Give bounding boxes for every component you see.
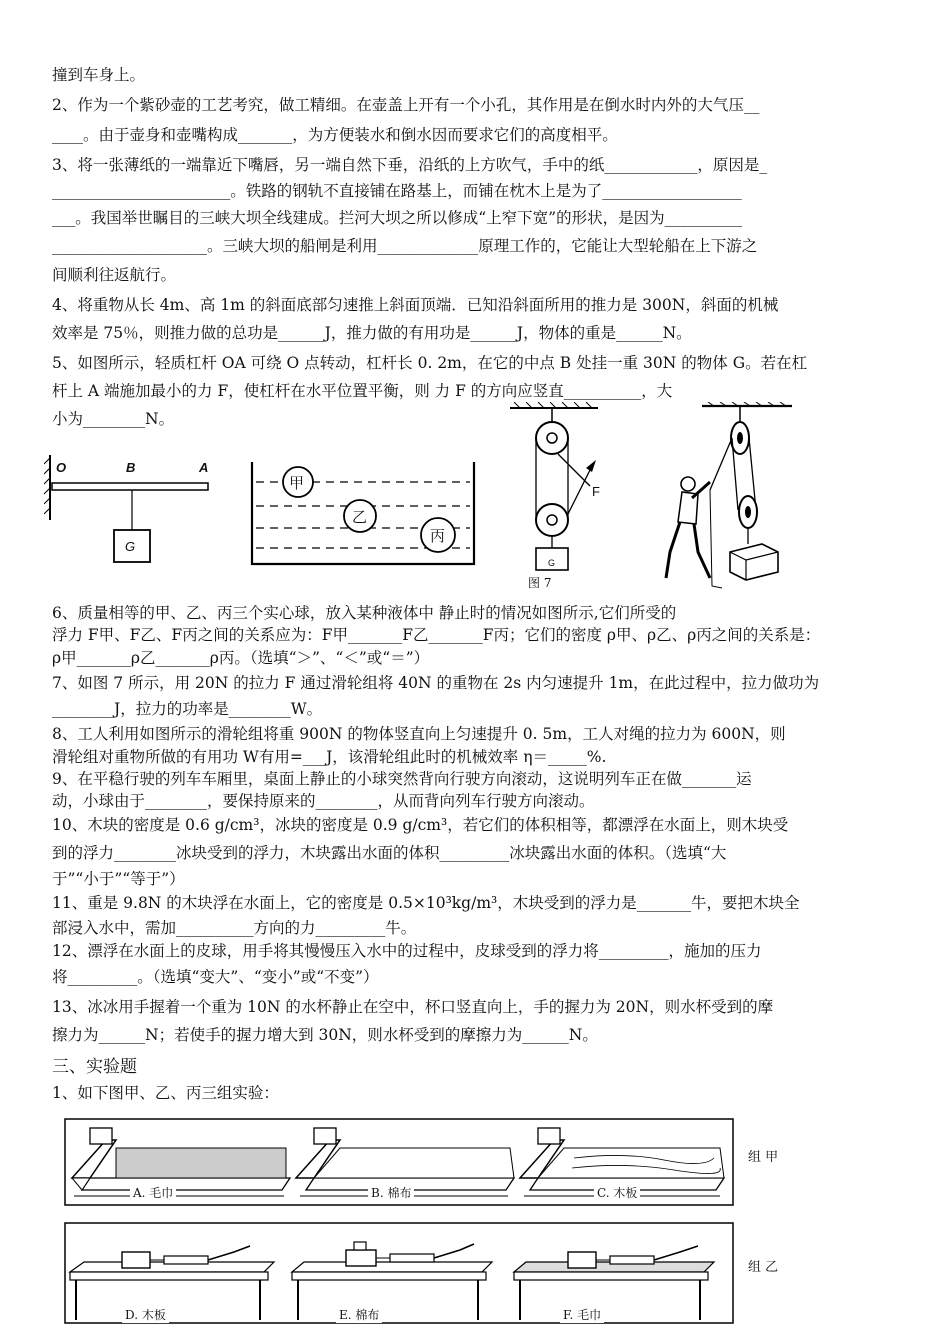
pulley-label-f: F xyxy=(592,484,600,499)
group-b-item-d: D. 木板 xyxy=(122,1306,169,1323)
text-line: ___。我国举世瞩目的三峡大坝全线建成。拦河大坝之所以修成“上窄下宽”的形状，是因为__________ xyxy=(52,209,743,227)
text-line: 6、质量相等的甲、乙、丙三个实心球，放入某种液体中 静止时的情况如图所示,它们所受的 xyxy=(52,604,677,622)
experiment-intro: 1、如下图甲、乙、丙三组实验： xyxy=(52,1084,279,1102)
text-line: 于”“小于”“等于”） xyxy=(52,870,185,888)
lever-label-b: B xyxy=(126,460,136,475)
lever-figure xyxy=(44,450,214,570)
group-a-label: 组 甲 xyxy=(748,1150,779,1165)
text-line: 撞到车身上。 xyxy=(52,66,146,84)
pulley-figure xyxy=(508,402,608,592)
group-a-item-c: C. 木板 xyxy=(594,1184,640,1201)
text-line: 8、工人利用如图所示的滑轮组将重 900N 的物体竖直向上匀速提升 0. 5m，工人对绳的拉力为 600N，则 xyxy=(52,725,786,743)
experiment-group-a xyxy=(64,1118,734,1206)
section-title: 三、实验题 xyxy=(52,1057,137,1077)
group-a-item-b: B. 棉布 xyxy=(368,1184,414,1201)
worker-pulley-figure xyxy=(652,402,792,594)
text-line: 11、重是 9.8N 的木块浮在水面上，它的密度是 0.5×10³kg/m³，木块受到的浮力是_______牛，要把木块全 xyxy=(52,894,800,912)
lever-label-g: G xyxy=(125,539,136,554)
text-line: 擦力为______N；若使手的握力增大到 30N，则水杯受到的摩擦力为______N。 xyxy=(52,1026,598,1044)
text-line: 动，小球由于________，要保持原来的________，从而背向列车行驶方向滚动。 xyxy=(52,792,595,810)
text-line: ____。由于壶身和壶嘴构成_______，为方便装水和倒水因而要求它们的高度相平。 xyxy=(52,126,618,144)
text-line: 效率是 75％，则推力做的总功是______J，推力做的有用功是______J，物体的重是______N。 xyxy=(52,324,692,342)
text-line: 7、如图 7 所示，用 20N 的拉力 F 通过滑轮组将 40N 的重物在 2s 内匀速提升 1m，在此过程中，拉力做功为 xyxy=(52,674,820,692)
text-line: 杆上 A 端施加最小的力 F，使杠杆在水平位置平衡，则 力 F 的方向应竖直__________，大 xyxy=(52,382,673,400)
text-line: 4、将重物从长 4m、高 1m 的斜面底部匀速推上斜面顶端．已知沿斜面所用的推力是 300N，斜面的机械 xyxy=(52,296,779,314)
lever-label-a: A xyxy=(199,460,209,475)
balls-figure xyxy=(248,458,480,570)
text-line: 10、木块的密度是 0.6 g/cm³，冰块的密度是 0.9 g/cm³，若它们的体积相等，都漂浮在水面上，则木块受 xyxy=(52,816,789,834)
text-line: 部浸入水中，需加__________方向的力_________牛。 xyxy=(52,919,417,937)
group-b-item-f: F. 毛巾 xyxy=(560,1306,604,1323)
group-b-label: 组 乙 xyxy=(748,1260,779,1275)
text-line: 5、如图所示，轻质杠杆 OA 可绕 O 点转动，杠杆长 0. 2m，在它的中点 B 处挂一重 30N 的物体 G。若在杠 xyxy=(52,354,808,372)
pulley-label-g: G xyxy=(548,558,556,568)
ball-label-yi: 乙 xyxy=(352,508,368,526)
experiment-group-b xyxy=(64,1222,734,1326)
worker-diagram xyxy=(652,402,792,594)
text-line: 13、冰冰用手握着一个重为 10N 的水杯静止在空中，杯口竖直向上，手的握力为 20N，则水杯受到的摩 xyxy=(52,998,774,1016)
group-a-item-a: A. 毛巾 xyxy=(130,1184,176,1201)
text-line: ________J，拉力的功率是________W。 xyxy=(52,700,323,718)
text-line: ____________________。三峡大坝的船闸是利用_____________原理工作的，它能让大型轮船在上下游之 xyxy=(52,237,758,255)
pulley-caption: 图 7 xyxy=(528,576,552,590)
text-line: ρ甲_______ρ乙_______ρ丙。（选填“＞”、“＜”或“＝”） xyxy=(52,649,430,667)
text-line: 12、漂浮在水面上的皮球，用手将其慢慢压入水中的过程中，皮球受到的浮力将_________，施加的压力 xyxy=(52,942,762,960)
text-line: 到的浮力________冰块受到的浮力，木块露出水面的体积_________冰块露出水面的体积。（选填“大 xyxy=(52,844,727,862)
ball-label-jia: 甲 xyxy=(289,474,305,492)
text-line: 浮力 F甲、F乙、F丙之间的关系应为：F甲_______F乙_______F丙；它们的密度 ρ甲、ρ乙、ρ丙之间的关系是： xyxy=(52,626,821,644)
text-line: 将_________。（选填“变大”、“变小”或“不变”） xyxy=(52,968,379,986)
text-line: 间顺利往返航行。 xyxy=(52,266,177,284)
text-line: 2、作为一个紫砂壶的工艺考究，做工精细。在壶盖上开有一个小孔，其作用是在倒水时内外的大气压__ xyxy=(52,96,760,114)
ball-label-bing: 丙 xyxy=(430,527,446,545)
text-line: _______________________。铁路的钢轨不直接铺在路基上，而铺在枕木上是为了__________________ xyxy=(52,182,742,200)
text-line: 9、在平稳行驶的列车车厢里，桌面上静止的小球突然背向行驶方向滚动，这说明列车正在做_______运 xyxy=(52,770,752,788)
text-line: 3、将一张薄纸的一端靠近下嘴唇，另一端自然下垂，沿纸的上方吹气，手中的纸____________，原因是_ xyxy=(52,156,768,174)
group-b-item-e: E. 棉布 xyxy=(336,1306,382,1323)
text-line: 小为________N。 xyxy=(52,410,175,428)
lever-label-o: O xyxy=(56,460,67,475)
text-line: 滑轮组对重物所做的有用功 W有用=___J，该滑轮组此时的机械效率 η＝_____%. xyxy=(52,748,607,766)
